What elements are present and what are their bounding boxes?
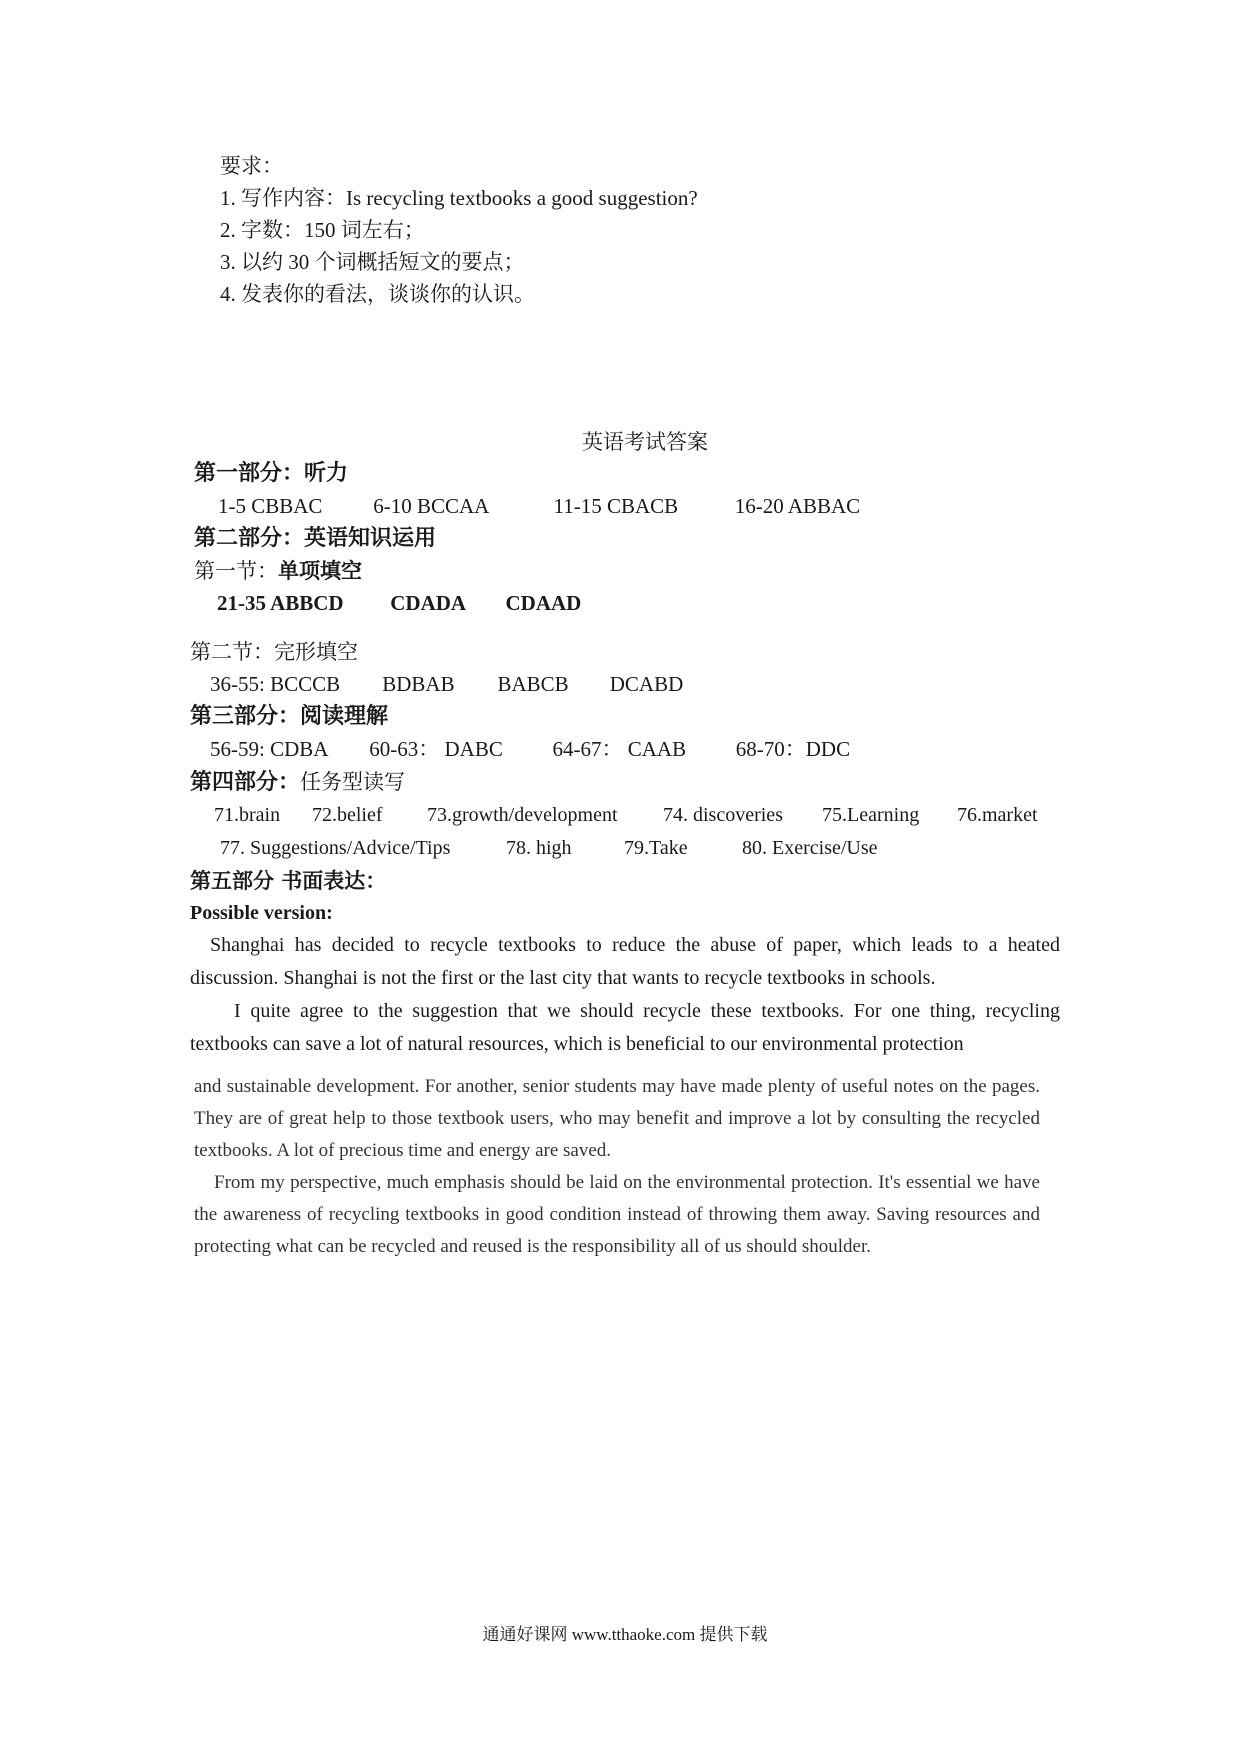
essay	[190, 929, 1060, 1061]
answer-cell: 56-59: CDBA	[210, 737, 329, 761]
part4-answers-row1	[190, 799, 1060, 832]
part2-section1-heading	[194, 555, 1060, 587]
answer-cell: 60-63： DABC	[369, 737, 503, 761]
answer-cell: 76.market	[957, 804, 1038, 826]
part3-answers	[190, 733, 1060, 766]
essay-continuation	[190, 1071, 1060, 1263]
part2-section2-heading: 第二节：完形填空	[190, 640, 358, 664]
answer-cell: BDBAB	[382, 672, 455, 696]
part2-section2-answers	[190, 668, 1060, 701]
answer-cell: 36-55: BCCCB	[210, 672, 341, 696]
answer-cell: 77. Suggestions/Advice/Tips	[220, 837, 451, 859]
part2-heading: 第二部分：英语知识运用	[194, 526, 437, 551]
requirement-item: 2. 字数：150 词左右；	[220, 218, 425, 242]
requirements-heading: 要求：	[220, 154, 283, 178]
answer-cell: 21-35 ABBCD	[217, 591, 344, 615]
answer-cell: 73.growth/development	[427, 804, 618, 826]
essay-paragraph: From my perspective, much emphasis should be laid on the environmental protection. It's essential we have the awareness of recycling textbooks in good condition instead of throwing them away. Saving resources and protecting what can be recycled and reused is the responsibility all of us should shoulder.	[194, 1172, 1040, 1257]
answer-cell: 1-5 CBBAC	[218, 494, 323, 518]
part1-heading: 第一部分：听力	[194, 461, 349, 486]
answer-cell: 6-10 BCCAA	[373, 494, 490, 518]
answer-key-title: 英语考试答案	[582, 430, 708, 454]
part4-heading-bold: 第四部分：	[190, 770, 301, 795]
part2-section1-answers	[190, 587, 1060, 620]
answer-cell: 78. high	[506, 837, 572, 859]
footer: 通通好课网 www.tthaoke.com 提供下载	[482, 1625, 768, 1644]
answer-cell: CDADA	[390, 591, 467, 615]
requirements-block	[220, 150, 698, 310]
answer-cell: 64-67： CAAB	[552, 737, 687, 761]
part3-heading: 第三部分：阅读理解	[190, 704, 389, 729]
answer-cell: BABCB	[497, 672, 569, 696]
essay-paragraph: and sustainable development. For another, senior students may have made plenty of useful notes on the pages. They are of great help to those textbook users, who may benefit and improve a lot by consulting the recycled textbooks. A lot of precious time and energy are saved.	[194, 1076, 1040, 1161]
answer-cell: 75.Learning	[822, 804, 920, 826]
requirement-item: 1. 写作内容：Is recycling textbooks a good suggestion?	[220, 186, 698, 210]
answer-cell: 72.belief	[312, 804, 383, 826]
answer-cell: 68-70：DDC	[735, 737, 851, 761]
requirement-item: 4. 发表你的看法，谈谈你的认识。	[220, 282, 535, 306]
answer-cell: DCABD	[609, 672, 684, 696]
answer-cell: 80. Exercise/Use	[742, 837, 878, 859]
answer-cell: 71.brain	[214, 804, 281, 826]
part1-answers	[190, 490, 1060, 523]
part4-heading-rest: 任务型读写	[300, 770, 406, 794]
part4-heading	[190, 766, 1060, 799]
possible-version-label: Possible version:	[190, 902, 333, 924]
answer-cell: CDAAD	[505, 591, 582, 615]
answer-key	[190, 458, 1060, 1263]
part5-heading: 第五部分 书面表达：	[190, 869, 387, 893]
requirement-item: 3. 以约 30 个词概括短文的要点；	[220, 250, 525, 274]
essay-paragraph: I quite agree to the suggestion that we should recycle these textbooks. For one thing, recycling textbooks can save a lot of natural resources, which is beneficial to our environmental protection	[190, 1000, 1060, 1055]
answer-cell: 16-20 ABBAC	[734, 494, 861, 518]
part4-answers-row2	[190, 832, 1060, 865]
answer-cell: 74. discoveries	[663, 804, 783, 826]
answer-cell: 79.Take	[624, 837, 688, 859]
section1-prefix: 第一节：	[194, 559, 278, 583]
section1-name: 单项填空	[278, 559, 362, 583]
answer-cell: 11-15 CBACB	[553, 494, 679, 518]
essay-paragraph: Shanghai has decided to recycle textbooks to reduce the abuse of paper, which leads to a heated discussion. Shanghai is not the first or the last city that wants to recycle textbooks in schools.	[190, 934, 1060, 989]
